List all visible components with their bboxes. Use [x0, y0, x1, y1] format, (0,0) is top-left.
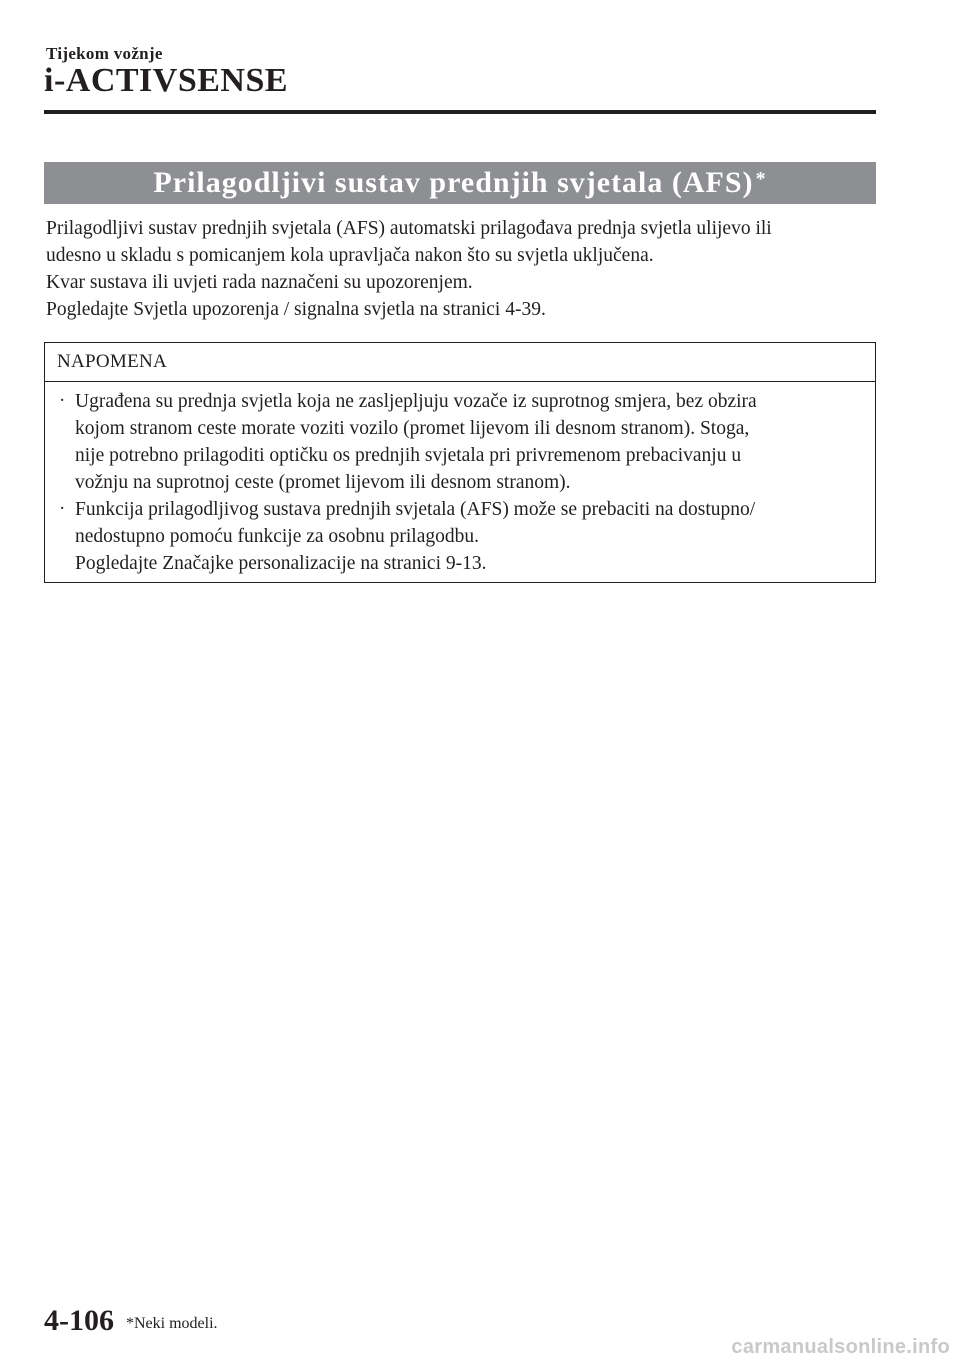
note-label: NAPOMENA [45, 343, 875, 382]
note-body [45, 382, 875, 577]
section-title: i-ACTIVSENSE [44, 62, 289, 99]
note-line: Pogledajte Značajke personalizacije na stranici 9-13. [75, 553, 487, 574]
note-box [44, 342, 876, 583]
section-divider [44, 110, 876, 114]
intro-line: udesno u skladu s pomicanjem kola upravljača nakon što su svjetla uključena. [46, 245, 654, 266]
note-line: nije potrebno prilagoditi optičku os prednjih svjetala pri privremenom prebacivanju u [75, 445, 742, 466]
intro-line: Prilagodljivi sustav prednjih svjetala (AFS) automatski prilagođava prednja svjetla ulijevo ili [46, 218, 772, 239]
optional-equipment-marker: * [755, 167, 767, 190]
footnote: *Neki modeli. [126, 1315, 218, 1332]
note-line: nedostupno pomoću funkcije za osobnu prilagodbu. [75, 526, 480, 547]
bullet-dot-icon: · [59, 498, 66, 519]
chapter-label: Tijekom vožnje [46, 44, 163, 63]
intro-paragraph [46, 215, 882, 323]
note-line: kojom stranom ceste morate voziti vozilo (promet lijevom ili desnom stranom). Stoga, [75, 418, 750, 439]
bullet-dot-icon: · [59, 390, 66, 411]
note-line: vožnju na suprotnoj ceste (promet lijevom ili desnom stranom). [75, 472, 571, 493]
intro-line: Kvar sustava ili uvjeti rada naznačeni su upozorenjem. [46, 272, 473, 293]
note-line: Ugrađena su prednja svjetla koja ne zasljepljuju vozače iz suprotnog smjera, bez obzira [75, 391, 757, 412]
note-item [59, 496, 875, 577]
page-number: 4-106 [44, 1304, 114, 1337]
topic-heading [44, 162, 876, 204]
note-line: Funkcija prilagodljivog sustava prednjih svjetala (AFS) može se prebaciti na dostupno/ [75, 499, 756, 520]
topic-heading-text: Prilagodljivi sustav prednjih svjetala (AFS) [153, 166, 754, 199]
site-watermark: carmanualsonline.info [731, 1336, 950, 1358]
note-item [59, 388, 875, 496]
intro-line: Pogledajte Svjetla upozorenja / signalna svjetla na stranici 4-39. [46, 299, 546, 320]
